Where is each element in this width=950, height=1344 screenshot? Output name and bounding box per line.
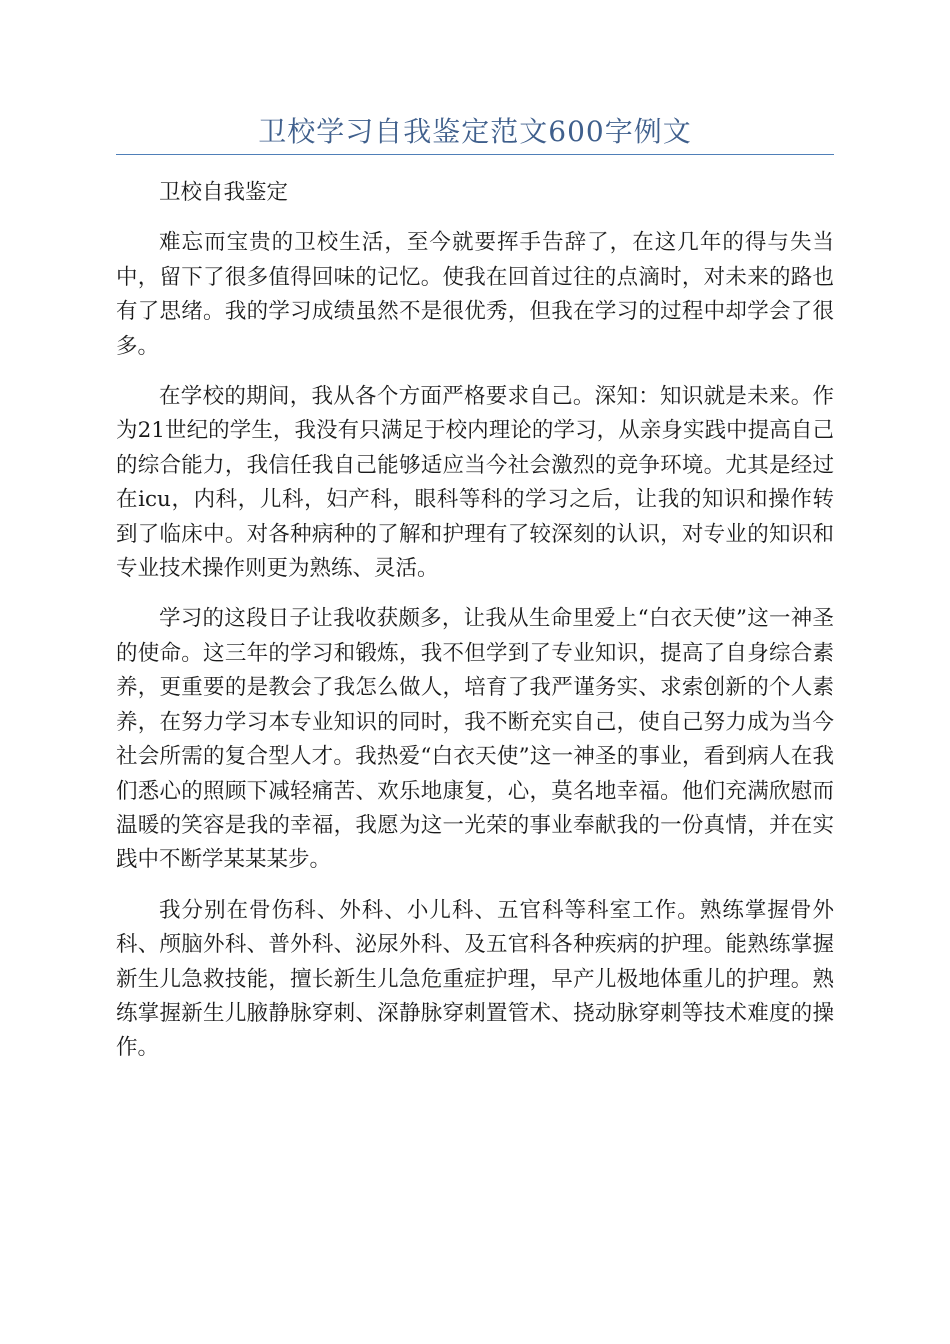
subheading: 卫校自我鉴定	[159, 180, 289, 205]
paragraph: 难忘而宝贵的卫校生活，至今就要挥手告辞了，在这几年的得与失当中，留下了很多值得回味的记忆。使我在回首过往的点滴时，对未来的路也有了思绪。我的学习成绩虽然不是很优秀，但我在学习的过程中却学会了很多。	[116, 230, 834, 359]
paragraph: 我分别在骨伤科、外科、小儿科、五官科等科室工作。熟练掌握骨外科、颅脑外科、普外科、泌尿外科、及五官科各种疾病的护理。能熟练掌握新生儿急救技能，擅长新生儿急危重症护理，早产儿极地体重儿的护理。熟练掌握新生儿腋静脉穿刺、深静脉穿刺置管术、挠动脉穿刺等技术难度的操作。	[116, 897, 834, 1061]
paragraph: 学习的这段日子让我收获颇多，让我从生命里爱上“白衣天使”这一神圣的使命。这三年的学习和锻炼，我不但学到了专业知识，提高了自身综合素养，更重要的是教会了我怎么做人，培育了我严谨务实、求索创新的个人素养，在努力学习本专业知识的同时，我不断充实自己，使自己努力成为当今社会所需的复合型人才。我热爱“白衣天使”这一神圣的事业，看到病人在我们悉心的照顾下减轻痛苦、欢乐地康复，心，莫名地幸福。他们充满欣慰而温暖的笑容是我的幸福，我愿为这一光荣的事业奉献我的一份真情，并在实践中不断学某某某步。	[116, 606, 834, 873]
title-divider	[116, 154, 834, 155]
document-title: 卫校学习自我鉴定范文600字例文	[258, 115, 692, 148]
document-body	[116, 176, 834, 1082]
paragraph: 在学校的期间，我从各个方面严格要求自己。深知：知识就是未来。作为21世纪的学生，我没有只满足于校内理论的学习，从亲身实践中提高自己的综合能力，我信任我自己能够适应当今社会激烈的竞争环境。尤其是经过在icu，内科，儿科，妇产科，眼科等科的学习之后，让我的知识和操作转到了临床中。对各种病种的了解和护理有了较深刻的认识，对专业的知识和专业技术操作则更为熟练、灵活。	[116, 384, 834, 582]
